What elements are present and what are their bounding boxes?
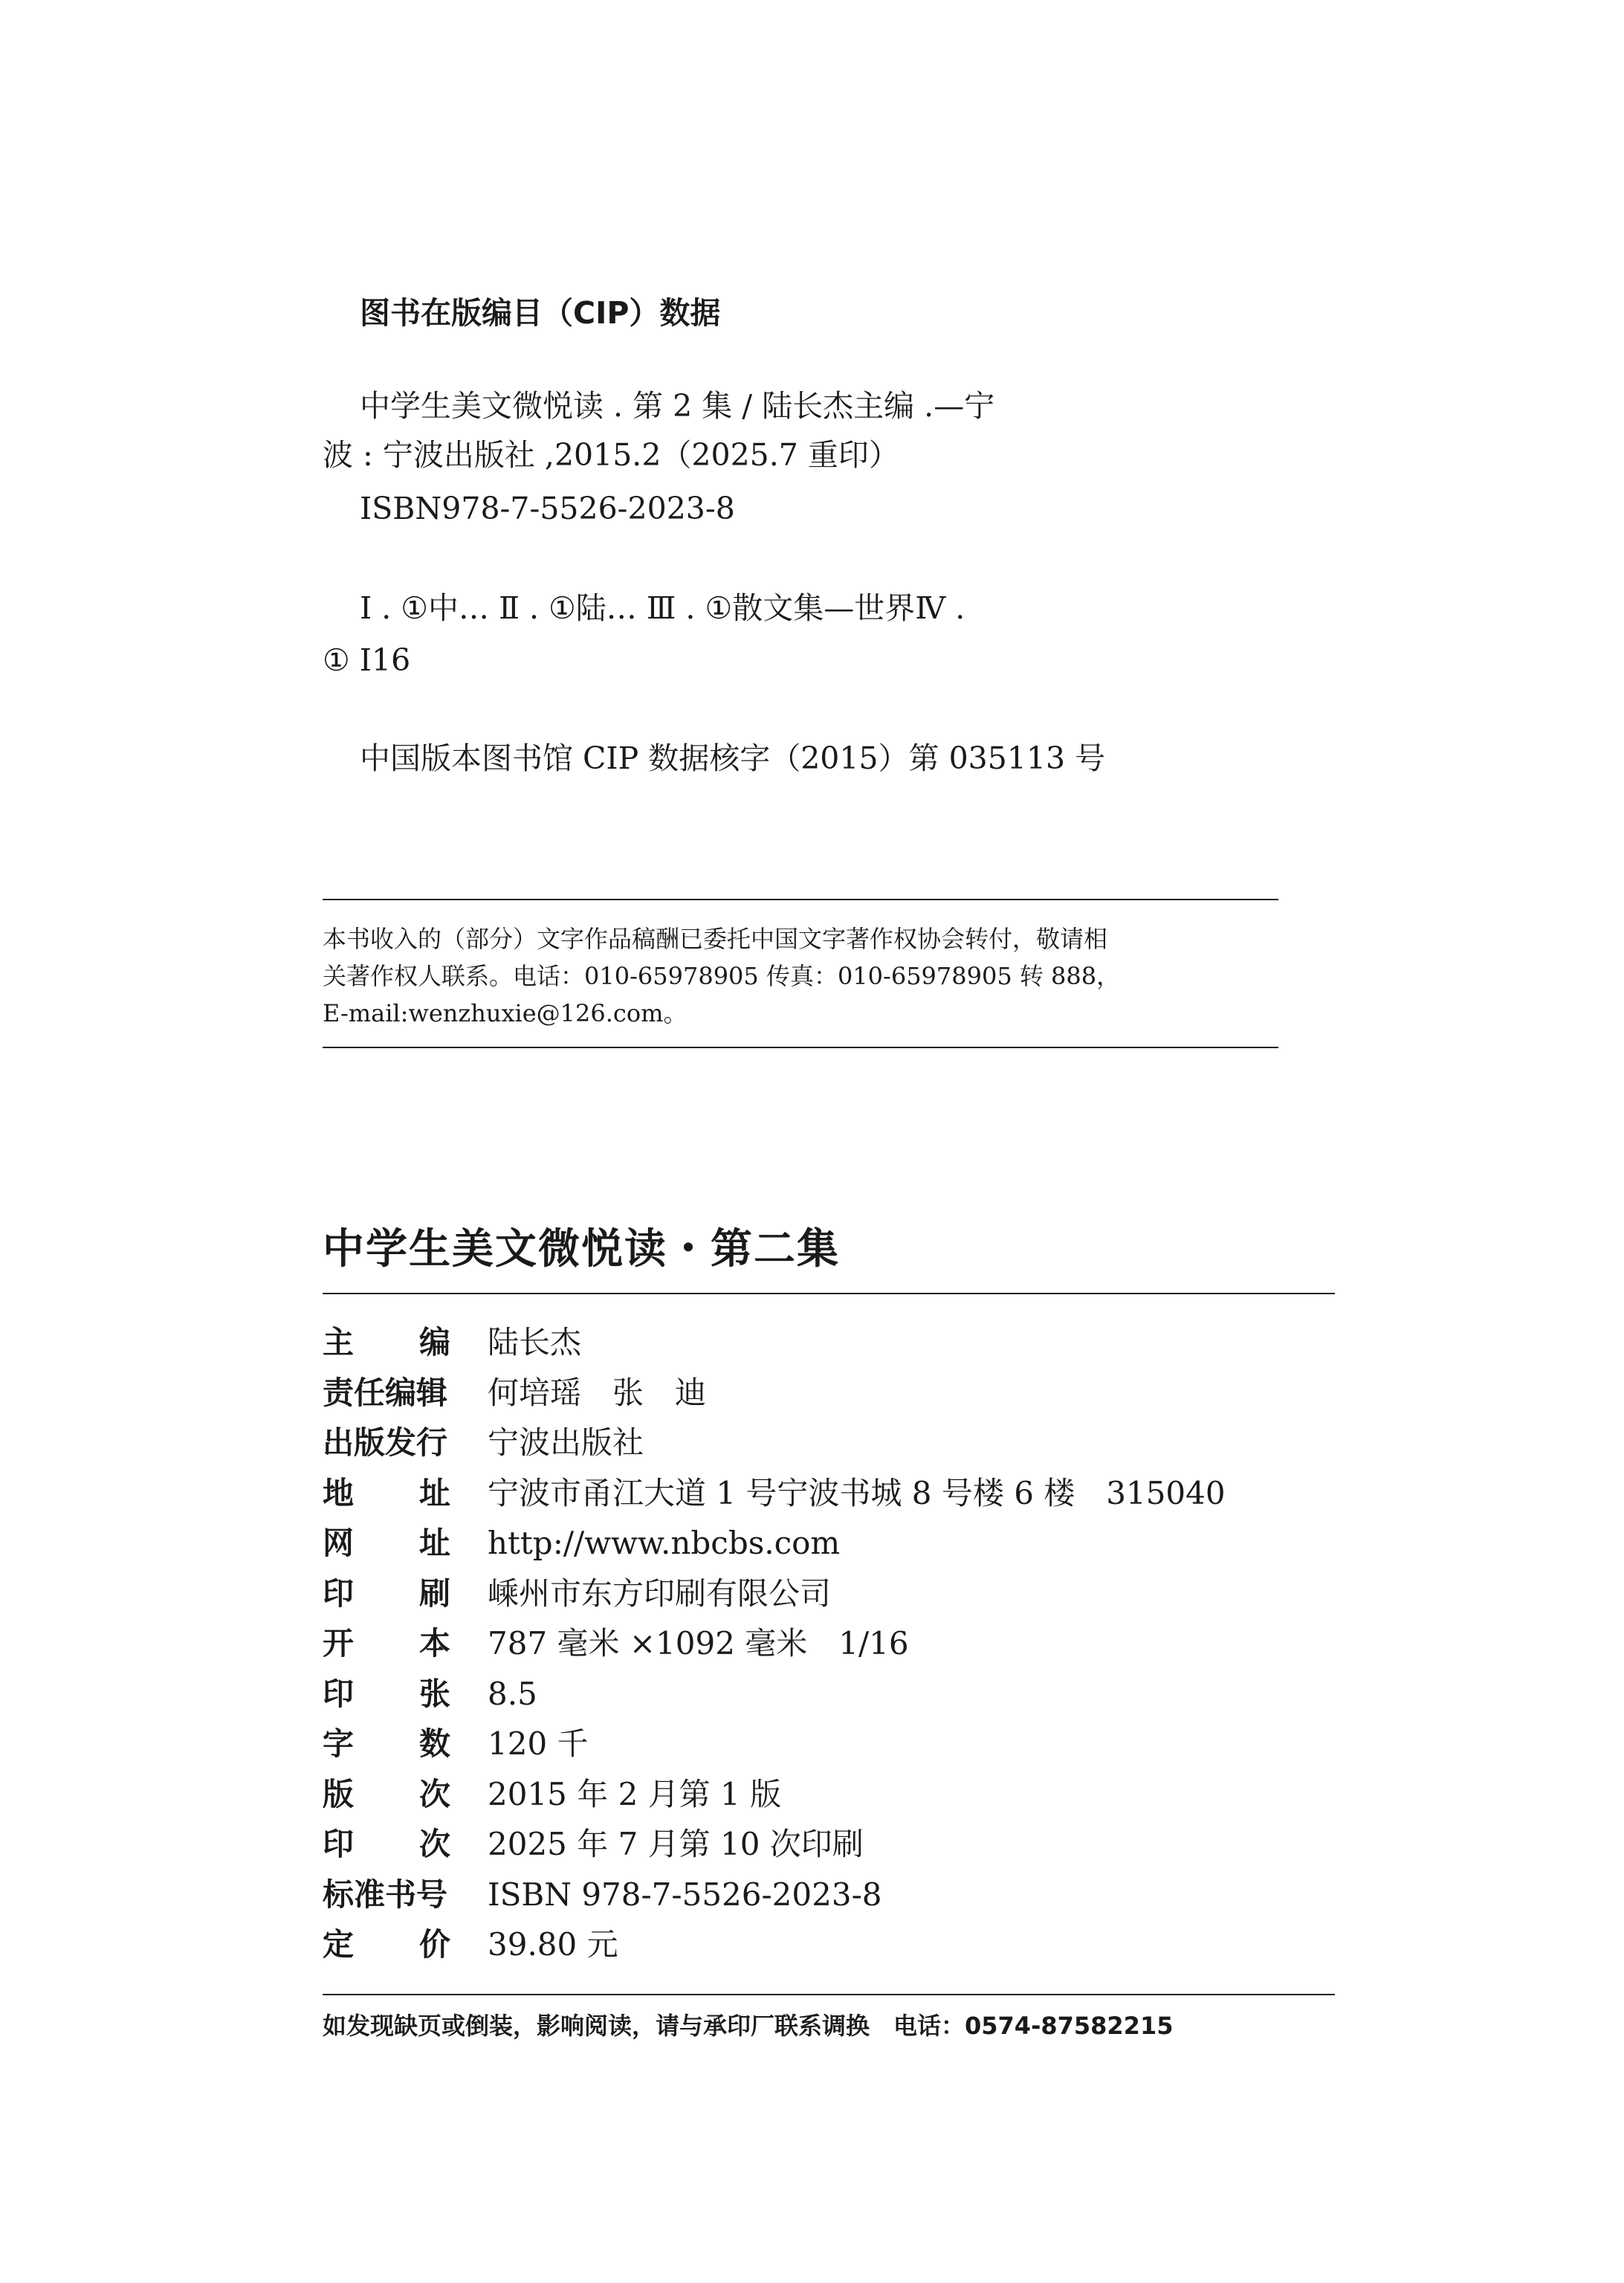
detail-value: 2025 年 7 月第 10 次印刷 (488, 1826, 864, 1862)
detail-label-part: 印 (323, 1575, 355, 1612)
detail-value: 2015 年 2 月第 1 版 (488, 1775, 782, 1812)
footer-note: 如发现缺页或倒装，影响阅读，请与承印厂联系调换 电话：0574-87582215 (323, 2012, 1174, 2040)
detail-label (323, 1569, 450, 1614)
detail-row (323, 1670, 1226, 1720)
detail-label (323, 1369, 450, 1413)
detail-label-part: 开 (323, 1625, 355, 1662)
cip-isbn: ISBN978-7-5526-2023-8 (360, 491, 735, 526)
detail-label (323, 1469, 450, 1514)
detail-value: 何培瑶 张 迪 (488, 1374, 707, 1411)
detail-label (323, 1820, 450, 1864)
book-title: 中学生美文微悦读・第二集 (323, 1225, 840, 1273)
detail-value: 39.80 元 (488, 1926, 618, 1963)
notice-line: E-mail:wenzhuxie@126.com。 (323, 999, 688, 1027)
detail-value: 8.5 (488, 1675, 537, 1712)
detail-label-part: 次 (418, 1826, 450, 1862)
detail-label-part: 版 (323, 1775, 355, 1812)
detail-row (323, 1469, 1226, 1520)
copyright-notice (323, 920, 1289, 1032)
detail-row (323, 1719, 1226, 1770)
cip-line-2: 波 : 宁波出版社 ,2015.2（2025.7 重印） (323, 437, 899, 473)
detail-label-part: 地 (323, 1474, 355, 1511)
detail-label-part: 数 (418, 1725, 450, 1762)
detail-label-part: 本 (418, 1625, 450, 1662)
detail-label-part: 址 (418, 1525, 450, 1561)
detail-label-part: 印 (323, 1826, 355, 1862)
detail-row (323, 1418, 1226, 1469)
detail-label-part: 址 (418, 1474, 450, 1511)
detail-row (323, 1519, 1226, 1569)
detail-label-part: 定 (323, 1926, 355, 1963)
detail-value: 宁波出版社 (488, 1424, 644, 1461)
detail-label (323, 1519, 450, 1563)
detail-label-part: 编 (418, 1324, 450, 1360)
footer-rule (323, 1994, 1335, 1995)
detail-label (323, 1770, 450, 1815)
detail-value: 嵊州市东方印刷有限公司 (488, 1575, 832, 1612)
cip-line-1: 中学生美文微悦读 . 第 2 集 / 陆长杰主编 .—宁 (360, 388, 995, 424)
detail-label-part: 主 (323, 1324, 355, 1360)
notice-top-rule (323, 899, 1278, 900)
detail-label (323, 1318, 450, 1363)
cip-heading: 图书在版编目（CIP）数据 (360, 295, 721, 331)
detail-label-part: 刷 (418, 1575, 450, 1612)
publication-details (323, 1318, 1226, 1971)
cip-classification-2: ① I16 (323, 642, 411, 678)
notice-bottom-rule (323, 1047, 1278, 1048)
title-rule (323, 1293, 1335, 1294)
detail-value: 宁波市甬江大道 1 号宁波书城 8 号楼 6 楼 315040 (488, 1474, 1226, 1511)
detail-label (323, 1418, 450, 1463)
detail-label-part: 字 (323, 1725, 355, 1762)
notice-line: 本书收入的（部分）文字作品稿酬已委托中国文字著作权协会转付，敬请相 (323, 925, 1108, 953)
detail-label (323, 1920, 450, 1965)
detail-label-part: 网 (323, 1525, 355, 1561)
detail-row (323, 1619, 1226, 1670)
detail-row (323, 1870, 1226, 1921)
detail-label (323, 1870, 450, 1915)
detail-label (323, 1719, 450, 1764)
detail-label (323, 1619, 450, 1664)
detail-label-part: 次 (418, 1775, 450, 1812)
detail-label-part: 价 (418, 1926, 450, 1963)
detail-row (323, 1820, 1226, 1870)
detail-value: ISBN 978-7-5526-2023-8 (488, 1876, 882, 1913)
detail-row (323, 1770, 1226, 1821)
notice-line: 关著作权人联系。电话：010-65978905 传真：010-65978905 转 888， (323, 962, 1121, 990)
detail-value: 120 千 (488, 1725, 589, 1762)
detail-row (323, 1369, 1226, 1419)
detail-label-part: 张 (418, 1675, 450, 1712)
detail-value: http://www.nbcbs.com (488, 1525, 841, 1561)
detail-row (323, 1920, 1226, 1971)
detail-label-part: 印 (323, 1675, 355, 1712)
cip-classification-1: Ⅰ . ①中… Ⅱ . ①陆… Ⅲ . ①散文集—世界Ⅳ . (360, 590, 965, 626)
detail-row (323, 1569, 1226, 1620)
detail-label (323, 1670, 450, 1714)
detail-label-part: 标准书号 (323, 1876, 448, 1913)
detail-label-part: 出版发行 (323, 1424, 448, 1461)
detail-value: 787 毫米 ×1092 毫米 1/16 (488, 1625, 909, 1662)
detail-value: 陆长杰 (488, 1324, 582, 1360)
cip-verification: 中国版本图书馆 CIP 数据核字（2015）第 035113 号 (360, 740, 1106, 776)
detail-label-part: 责任编辑 (323, 1374, 448, 1411)
detail-row (323, 1318, 1226, 1369)
